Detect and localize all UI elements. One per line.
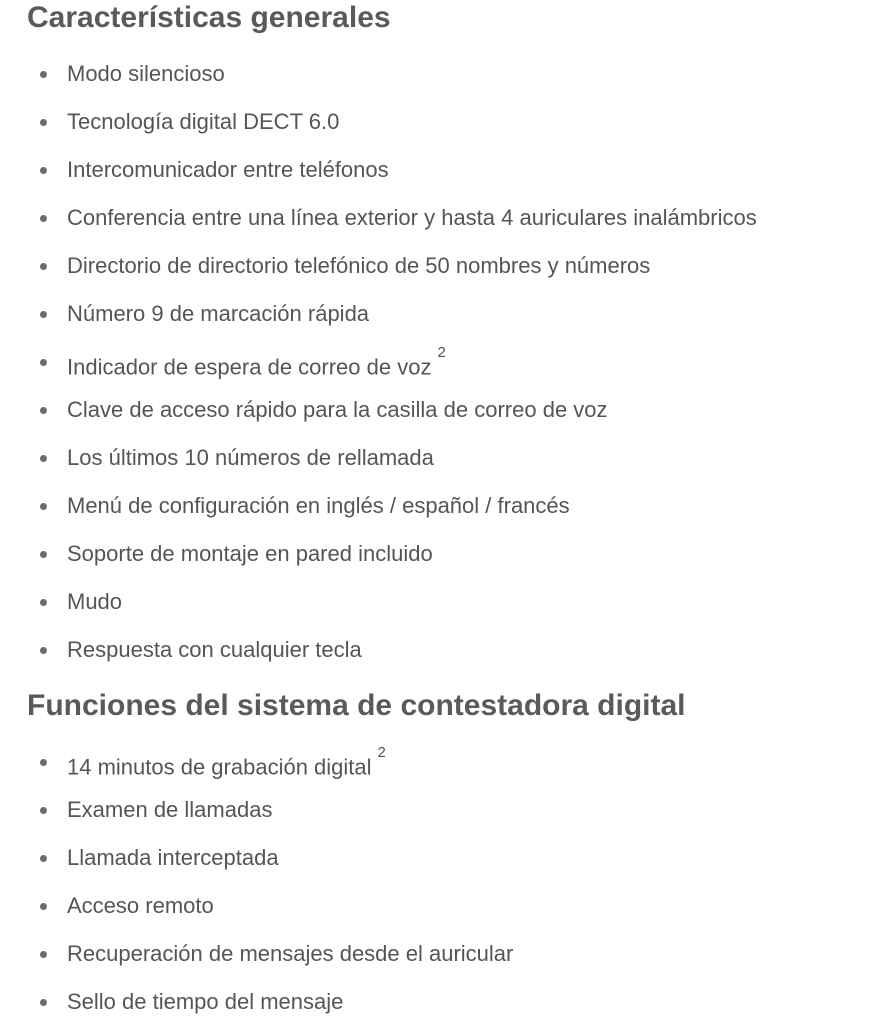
bullet-icon (40, 855, 47, 862)
bullet-icon (40, 215, 47, 222)
list-item-text: Soporte de montaje en pared incluido (67, 541, 433, 566)
list-item-text: Intercomunicador entre teléfonos (67, 157, 389, 182)
list-item-text: Clave de acceso rápido para la casilla de correo de voz (67, 397, 608, 422)
footnote-marker: 2 (437, 344, 446, 361)
list-item-text: Indicador de espera de correo de voz$^2$ (67, 344, 446, 380)
list-item-text: Conferencia entre una línea exterior y hasta 4 auriculares inalámbricos (67, 205, 757, 230)
list-item-text: Respuesta con cualquier tecla (67, 637, 362, 662)
footnote-marker: 2 (377, 744, 386, 761)
bullet-icon (40, 167, 47, 174)
section-heading-answering-system: Funciones del sistema de contestadora digital (27, 689, 686, 722)
bullet-icon (40, 759, 47, 766)
bullet-icon (40, 263, 47, 270)
list-item-text: Mudo (67, 589, 123, 614)
list-item-text: Acceso remoto (67, 893, 214, 918)
list-item-text: Recuperación de mensajes desde el auricular (67, 941, 514, 966)
bullet-icon (40, 455, 47, 462)
list-item-text: 14 minutos de grabación digital$^2$ (67, 744, 386, 780)
list-item-text: Directorio de directorio telefónico de 50 nombres y números (67, 253, 651, 278)
bullet-icon (40, 999, 47, 1006)
list-item-text: Llamada interceptada (67, 845, 279, 870)
bullet-icon (40, 551, 47, 558)
bullet-icon (40, 311, 47, 318)
list-item-text: Sello de tiempo del mensaje (67, 989, 344, 1014)
bullet-icon (40, 903, 47, 910)
list-item-text: Examen de llamadas (67, 797, 273, 822)
list-item-text: Tecnología digital DECT 6.0 (67, 109, 340, 134)
list-item-text: Número 9 de marcación rápida (67, 301, 370, 326)
bullet-icon (40, 951, 47, 958)
list-item-text: Menú de configuración en inglés / español / francés (67, 493, 570, 518)
section-heading-general: Características generales (27, 1, 391, 34)
bullet-icon (40, 359, 47, 366)
bullet-icon (40, 807, 47, 814)
bullet-icon (40, 407, 47, 414)
list-item-text: Los últimos 10 números de rellamada (67, 445, 434, 470)
bullet-icon (40, 647, 47, 654)
bullet-icon (40, 503, 47, 510)
bullet-icon (40, 119, 47, 126)
bullet-icon (40, 599, 47, 606)
bullet-icon (40, 71, 47, 78)
list-item-text: Modo silencioso (67, 61, 225, 86)
